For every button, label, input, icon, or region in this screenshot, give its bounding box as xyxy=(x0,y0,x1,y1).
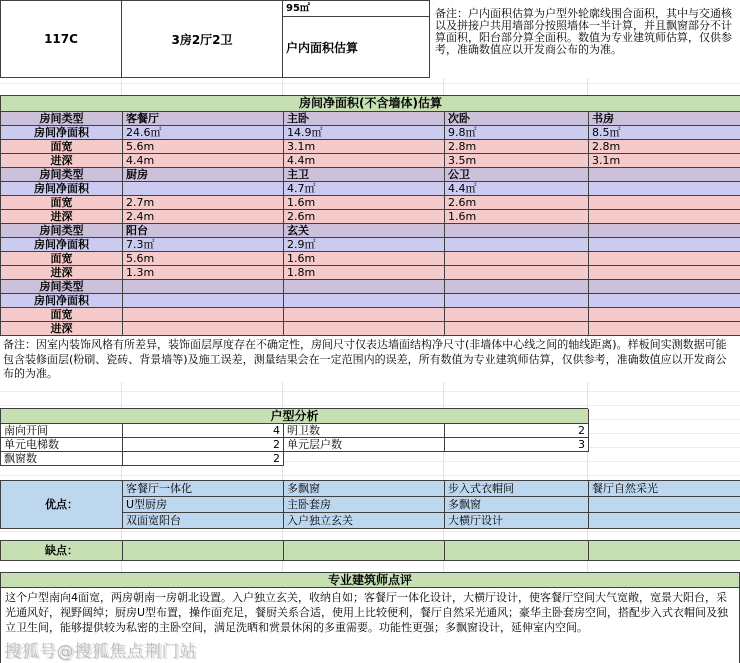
room-area-cell xyxy=(445,294,589,308)
pro-item-cell: 多飘窗 xyxy=(445,497,589,513)
room-depth-cell: 2.4m xyxy=(123,210,284,224)
analysis-value: 2 xyxy=(123,452,284,466)
area-label-cell: 户内面积估算 xyxy=(283,17,430,78)
room-area-cell: 2.9㎡ xyxy=(284,238,445,252)
pros-label: 优点： xyxy=(1,481,123,529)
room-area-table xyxy=(0,95,740,336)
pro-item-cell: U型厨房 xyxy=(123,497,284,513)
room-depth-cell xyxy=(589,210,740,224)
pro-item-cell xyxy=(589,513,740,529)
room-width-cell xyxy=(123,308,284,322)
pro-item-cell xyxy=(589,497,740,513)
room-depth-cell: 4.4m xyxy=(123,154,284,168)
analysis-label: 单元电梯数 xyxy=(1,438,123,452)
room-width-cell: 2.8m xyxy=(445,140,589,154)
room-table-footnote: 备注：因室内装饰风格有所差异，装饰面层厚度存在不确定性，房间尺寸仅表达墙面结构净尺寸(非墙体中心线之间的轴线距离)。样板间实测数据可能包含装修面层(粉刷、瓷砖、背景墙等)及施工误差，测量结果会在一定范围内的误差，所有数值为专业建筑师估算，仅供参考，准确数值应以开发商公布的为准。 xyxy=(0,338,740,382)
analysis-title: 户型分析 xyxy=(1,409,589,424)
row-label: 房间净面积 xyxy=(1,294,123,308)
room-depth-cell: 1.3m xyxy=(123,266,284,280)
pro-item-cell: 主卧套房 xyxy=(284,497,445,513)
analysis-label: 飘窗数 xyxy=(1,452,123,466)
row-label: 进深 xyxy=(1,154,123,168)
room-depth-cell xyxy=(445,322,589,336)
layout-type-cell: 3房2厅2卫 xyxy=(122,0,283,78)
room-type-cell xyxy=(284,280,445,294)
room-type-cell xyxy=(589,168,740,182)
row-label: 面宽 xyxy=(1,308,123,322)
row-label: 房间净面积 xyxy=(1,238,123,252)
con-item-cell xyxy=(589,541,740,561)
analysis-label: 明卫数 xyxy=(284,424,445,438)
pro-item-cell: 餐厅自然采光 xyxy=(589,481,740,497)
layout-analysis-table xyxy=(0,408,588,466)
room-area-cell xyxy=(123,182,284,196)
room-width-cell: 5.6m xyxy=(123,252,284,266)
room-area-cell xyxy=(589,294,740,308)
row-label: 面宽 xyxy=(1,140,123,154)
row-label: 进深 xyxy=(1,210,123,224)
room-depth-cell xyxy=(284,322,445,336)
room-depth-cell: 3.5m xyxy=(445,154,589,168)
row-label: 房间类型 xyxy=(1,280,123,294)
room-type-cell: 次卧 xyxy=(445,112,589,126)
con-item-cell xyxy=(123,541,284,561)
room-width-cell xyxy=(589,196,740,210)
room-area-cell: 4.7㎡ xyxy=(284,182,445,196)
room-area-cell xyxy=(123,294,284,308)
pro-item-cell: 双面宽阳台 xyxy=(123,513,284,529)
room-width-cell: 2.8m xyxy=(589,140,740,154)
review-title: 专业建筑师点评 xyxy=(1,573,740,588)
room-width-cell: 2.7m xyxy=(123,196,284,210)
room-type-cell xyxy=(445,280,589,294)
con-item-cell xyxy=(284,541,445,561)
room-area-cell xyxy=(589,182,740,196)
header-note: 备注：户内面积估算为户型外轮廓线围合面积，其中与交通核以及拼接户共用墙部分按照墙体一半计算，并且飘窗部分不计算面积，阳台部分算全面积。数值为专业建筑师估算，仅供参考，准确数值应以开发商公布的为准。 xyxy=(435,7,732,56)
row-label: 房间净面积 xyxy=(1,182,123,196)
room-width-cell xyxy=(445,308,589,322)
pros-section xyxy=(0,480,740,529)
room-type-cell: 厨房 xyxy=(123,168,284,182)
room-width-cell: 2.6m xyxy=(445,196,589,210)
room-type-cell: 阳台 xyxy=(123,224,284,238)
row-label: 面宽 xyxy=(1,196,123,210)
room-width-cell xyxy=(445,252,589,266)
room-depth-cell xyxy=(589,266,740,280)
room-type-cell: 主卧 xyxy=(284,112,445,126)
room-area-cell: 14.9㎡ xyxy=(284,126,445,140)
analysis-value: 2 xyxy=(445,424,589,438)
watermark: 搜狐号@搜狐焦点荆门站 xyxy=(4,642,197,662)
analysis-label: 单元层户数 xyxy=(284,438,445,452)
cons-section xyxy=(0,540,740,561)
cons-label: 缺点： xyxy=(1,541,123,561)
row-label: 房间类型 xyxy=(1,168,123,182)
review-text: 这个户型南向4面宽，两房朝南一房朝北设置。入户独立玄关，收纳自如；客餐厅一体化设计，大横厅设计，使客餐厅空间大气宽敞，宽景大阳台，采光通风好，视野阔绰；厨房U型布置，操作面充足，餐厨关系合适，使用上比较便利，餐厅自然采光通风；豪华主卧套房空间，搭配步入式衣帽间及独立卫生间，能够提供较为私密的主卧空间，满足洗晒和赏景休闲的多重需要。功能性更强；多飘窗设计，延伸室内空间。 xyxy=(1,588,740,663)
room-width-cell: 1.6m xyxy=(284,196,445,210)
room-area-cell: 8.5㎡ xyxy=(589,126,740,140)
room-depth-cell: 1.6m xyxy=(445,210,589,224)
row-label: 进深 xyxy=(1,266,123,280)
analysis-label: 南向开间 xyxy=(1,424,123,438)
room-width-cell: 1.6m xyxy=(284,252,445,266)
gross-area-cell: 95㎡ xyxy=(283,0,430,17)
room-depth-cell: 3.1m xyxy=(589,154,740,168)
row-label: 房间净面积 xyxy=(1,126,123,140)
pro-item-cell: 客餐厅一体化 xyxy=(123,481,284,497)
room-depth-cell xyxy=(123,322,284,336)
room-depth-cell: 1.8m xyxy=(284,266,445,280)
room-width-cell xyxy=(284,308,445,322)
room-type-cell: 公卫 xyxy=(445,168,589,182)
room-width-cell xyxy=(589,252,740,266)
unit-code-cell: 117C xyxy=(0,0,122,78)
room-depth-cell: 4.4m xyxy=(284,154,445,168)
room-area-cell xyxy=(284,294,445,308)
room-width-cell: 3.1m xyxy=(284,140,445,154)
room-area-cell xyxy=(589,238,740,252)
room-table-title: 房间净面积(不含墙体)估算 xyxy=(1,96,740,112)
analysis-label xyxy=(284,452,445,466)
room-type-cell xyxy=(589,280,740,294)
room-width-cell xyxy=(589,308,740,322)
room-type-cell: 玄关 xyxy=(284,224,445,238)
row-label: 房间类型 xyxy=(1,112,123,126)
room-width-cell: 5.6m xyxy=(123,140,284,154)
pro-item-cell: 大横厅设计 xyxy=(445,513,589,529)
pro-item-cell: 多飘窗 xyxy=(284,481,445,497)
room-area-cell: 24.6㎡ xyxy=(123,126,284,140)
room-type-cell xyxy=(589,224,740,238)
analysis-value: 4 xyxy=(123,424,284,438)
room-type-cell: 客餐厅 xyxy=(123,112,284,126)
room-area-cell: 9.8㎡ xyxy=(445,126,589,140)
room-type-cell xyxy=(445,224,589,238)
con-item-cell xyxy=(445,541,589,561)
room-depth-cell xyxy=(445,266,589,280)
room-area-cell: 7.3㎡ xyxy=(123,238,284,252)
header-block xyxy=(0,0,740,78)
pro-item-cell: 步入式衣帽间 xyxy=(445,481,589,497)
analysis-value xyxy=(445,452,589,466)
analysis-value: 3 xyxy=(445,438,589,452)
row-label: 进深 xyxy=(1,322,123,336)
row-label: 房间类型 xyxy=(1,224,123,238)
room-type-cell: 主卫 xyxy=(284,168,445,182)
pro-item-cell: 入户独立玄关 xyxy=(284,513,445,529)
room-area-cell: 4.4㎡ xyxy=(445,182,589,196)
room-type-cell: 书房 xyxy=(589,112,740,126)
room-type-cell xyxy=(123,280,284,294)
row-label: 面宽 xyxy=(1,252,123,266)
analysis-value: 2 xyxy=(123,438,284,452)
room-depth-cell xyxy=(589,322,740,336)
room-area-cell xyxy=(445,238,589,252)
room-depth-cell: 2.6m xyxy=(284,210,445,224)
